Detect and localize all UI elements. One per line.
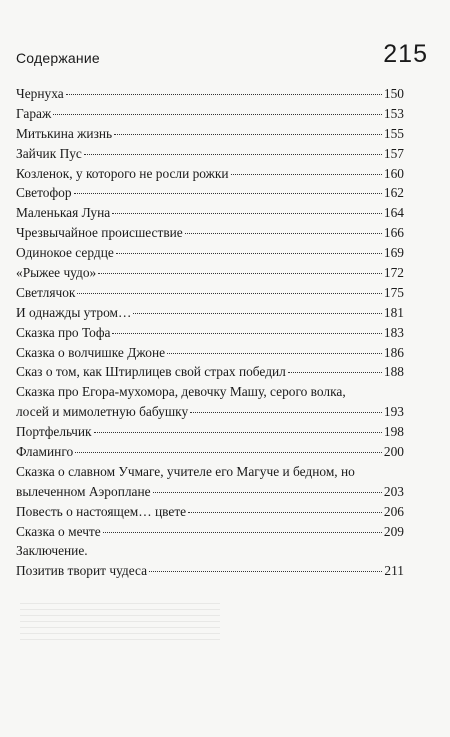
toc-entry-title-line1: Сказка про Егора-мухомора, девочку Машу, серого волка, <box>16 384 346 400</box>
toc-entry-title-line1: Сказка о славном Учмаге, учителе его Магуче и бедном, но <box>16 463 355 479</box>
toc-entry-title: И однажды утром… <box>16 304 132 320</box>
toc-entry[interactable] <box>16 541 404 581</box>
toc-entry[interactable] <box>16 203 404 223</box>
toc-entry-page: 211 <box>384 563 404 579</box>
toc-entry-page: 193 <box>383 404 404 420</box>
page-number: 215 <box>383 40 428 68</box>
toc-entry-title: Позитив творит чудеса <box>16 563 148 579</box>
toc-entry[interactable] <box>16 283 404 303</box>
dot-leader <box>74 192 382 194</box>
toc-entry-title: Чрезвычайное происшествие <box>16 225 183 241</box>
toc-entry-title: Сказка о мечте <box>16 523 101 539</box>
dot-leader <box>103 531 382 533</box>
dot-leader <box>133 312 382 314</box>
toc-entry-page: 162 <box>383 185 404 201</box>
toc-entry-title: Митькина жизнь <box>16 125 113 141</box>
dot-leader <box>167 352 382 354</box>
dot-leader <box>153 491 382 493</box>
toc-entry-title: Маленькая Луна <box>16 205 111 221</box>
dot-leader <box>149 570 382 572</box>
dot-leader <box>185 232 382 234</box>
toc-entry[interactable] <box>16 263 404 283</box>
toc-entry[interactable] <box>16 343 404 363</box>
toc-entry-page: 150 <box>383 86 404 101</box>
dot-leader <box>53 113 382 115</box>
toc-entry-title: Зайчик Пус <box>16 145 82 161</box>
toc-entry[interactable] <box>16 323 404 343</box>
toc-entry[interactable] <box>16 462 404 502</box>
dot-leader <box>75 451 382 453</box>
toc-entry[interactable] <box>16 502 404 522</box>
toc-entry[interactable] <box>16 183 404 203</box>
toc-entry[interactable] <box>16 522 404 542</box>
toc-entry-page: 183 <box>383 324 404 340</box>
toc-entry[interactable] <box>16 303 404 323</box>
toc-entry[interactable] <box>16 164 404 184</box>
dot-leader <box>112 212 382 214</box>
toc-entry[interactable] <box>16 144 404 164</box>
dot-leader <box>84 153 382 155</box>
toc-entry-title: Фламинго <box>16 444 74 460</box>
toc-entry[interactable] <box>16 382 404 422</box>
toc-entry-title-line1: Заключение. <box>16 543 88 559</box>
toc-entry-title: Портфельчик <box>16 424 92 440</box>
bleed-through-decoration <box>20 600 220 640</box>
toc-entry-title: Сказ о том, как Штирлицев свой страх победил <box>16 364 286 380</box>
toc-entry-title: Светлячок <box>16 284 76 300</box>
toc-entry-page: 203 <box>383 483 404 499</box>
toc-entry-title: Сказка про Тофа <box>16 324 111 340</box>
toc-entry-title: Гараж <box>16 105 52 121</box>
toc-entry-page: 155 <box>383 125 404 141</box>
toc-entry-page: 160 <box>383 165 404 181</box>
toc-entry-title: «Рыжее чудо» <box>16 265 97 281</box>
dot-leader <box>94 431 382 433</box>
toc-entry-title: вылеченном Аэроплане <box>16 483 151 499</box>
dot-leader <box>77 292 381 294</box>
toc-entry-page: 172 <box>383 265 404 281</box>
toc-entry-page: 166 <box>383 225 404 241</box>
toc-entry-page: 153 <box>383 105 404 121</box>
toc-entry[interactable] <box>16 422 404 442</box>
dot-leader <box>116 252 382 254</box>
toc-entry-page: 198 <box>383 424 404 440</box>
toc-entry[interactable] <box>16 104 404 124</box>
toc-entry[interactable] <box>16 124 404 144</box>
toc-entry-title: Повесть о настоящем… цвете <box>16 503 187 519</box>
toc-entry-page: 181 <box>383 304 404 320</box>
toc-entry-title: Козленок, у которого не росли рожки <box>16 165 229 181</box>
toc-entry[interactable] <box>16 84 404 104</box>
page-header <box>16 40 428 80</box>
dot-leader <box>231 173 382 175</box>
toc-entry-title: Светофор <box>16 185 72 201</box>
toc-entry-page: 188 <box>383 364 404 380</box>
toc-entry[interactable] <box>16 223 404 243</box>
toc-entry-title: Одинокое сердце <box>16 245 114 261</box>
toc-entry-page: 186 <box>383 344 404 360</box>
toc-entry-title: Чернуха <box>16 86 64 101</box>
toc-entry[interactable] <box>16 243 404 263</box>
toc-entry-page: 164 <box>383 205 404 221</box>
toc-entry-page: 175 <box>383 284 404 300</box>
dot-leader <box>112 332 381 334</box>
section-title: Содержание <box>16 50 100 66</box>
dot-leader <box>288 371 382 373</box>
toc-entry-page: 157 <box>383 145 404 161</box>
table-of-contents <box>16 84 404 581</box>
toc-entry[interactable] <box>16 442 404 462</box>
dot-leader <box>98 272 382 274</box>
toc-entry-page: 206 <box>383 503 404 519</box>
toc-entry-title: Сказка о волчишке Джоне <box>16 344 166 360</box>
dot-leader <box>190 411 382 413</box>
toc-entry-page: 209 <box>383 523 404 539</box>
toc-entry-page: 200 <box>383 444 404 460</box>
dot-leader <box>188 511 382 513</box>
toc-entry-title: лосей и мимолетную бабушку <box>16 404 189 420</box>
dot-leader <box>66 93 382 95</box>
dot-leader <box>114 133 382 135</box>
toc-entry-page: 169 <box>383 245 404 261</box>
toc-entry[interactable] <box>16 362 404 382</box>
